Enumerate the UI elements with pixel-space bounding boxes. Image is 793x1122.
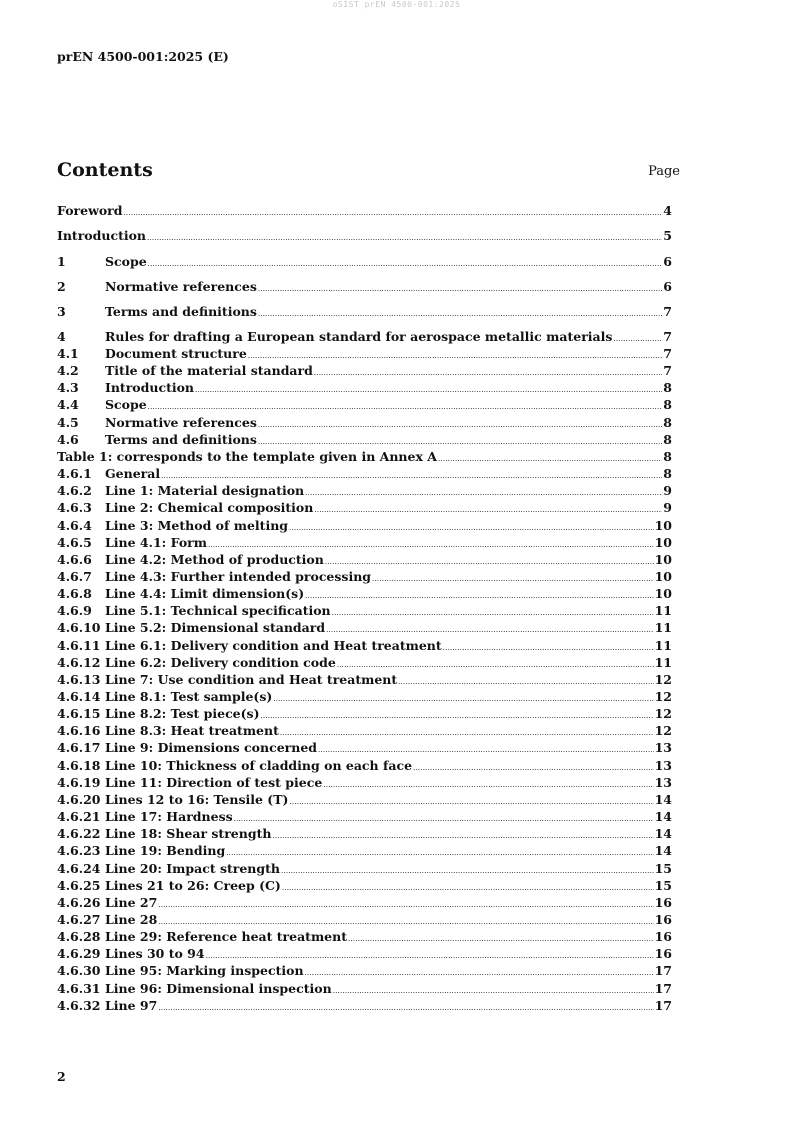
toc-entry-label: Line 9: Dimensions concerned <box>105 740 318 756</box>
toc-entry[interactable] <box>57 792 672 808</box>
toc-dot-leader <box>413 760 654 776</box>
toc-entry[interactable] <box>57 723 672 739</box>
toc-entry[interactable] <box>57 397 672 413</box>
toc-dot-leader <box>226 845 653 861</box>
toc-entry-label: Title of the material standard <box>105 363 313 379</box>
toc-entry[interactable] <box>57 878 672 894</box>
toc-dot-leader <box>443 640 654 656</box>
toc-entry-number: 2 <box>57 279 66 294</box>
toc-entry[interactable] <box>57 809 672 825</box>
toc-entry-label: Lines 30 to 94 <box>105 946 205 962</box>
toc-entry[interactable] <box>57 929 672 945</box>
toc-dot-leader <box>148 399 663 415</box>
toc-entry-number: 4.6.7 <box>57 568 92 584</box>
toc-entry[interactable] <box>57 552 672 568</box>
toc-entry-label: Line 97 <box>105 997 158 1013</box>
toc-entry-number: 4.6.28 <box>57 929 101 945</box>
toc-dot-leader <box>289 520 654 536</box>
toc-entry-number: 4.6.3 <box>57 500 92 516</box>
toc-entry[interactable] <box>57 775 672 791</box>
toc-entry-label: Line 5.2: Dimensional standard <box>105 620 326 636</box>
toc-entry-label: Line 6.1: Delivery condition and Heat treatment <box>105 637 442 653</box>
toc-entry-page: 14 <box>654 809 672 825</box>
toc-entry-page: 14 <box>654 791 672 807</box>
toc-dot-leader <box>289 794 653 810</box>
toc-entry-number: 4.6.15 <box>57 706 101 722</box>
toc-entry-number: 4.6.10 <box>57 620 101 636</box>
toc-entry-number: 4.6.16 <box>57 723 101 739</box>
document-identifier: prEN 4500-001:2025 (E) <box>57 49 229 64</box>
toc-entry-page: 8 <box>663 414 672 430</box>
toc-entry-page: 17 <box>654 980 672 996</box>
toc-dot-leader <box>158 897 653 913</box>
toc-entry-label: Terms and definitions <box>105 304 257 319</box>
toc-entry-label: Normative references <box>105 414 257 430</box>
toc-entry-label: Line 7: Use condition and Heat treatment <box>105 671 398 687</box>
toc-entry-page: 13 <box>654 740 672 756</box>
toc-entry-number: 4.6.27 <box>57 911 101 927</box>
toc-entry-number: 4.6.11 <box>57 637 101 653</box>
toc-entry-page: 10 <box>654 586 672 602</box>
toc-entry-label: Line 27 <box>105 894 158 910</box>
toc-entry-page: 8 <box>663 466 672 482</box>
toc-entry-page: 13 <box>654 774 672 790</box>
toc-dot-leader <box>280 725 654 741</box>
toc-entry-label: Line 29: Reference heat treatment <box>105 929 347 945</box>
toc-entry-page: 4 <box>663 203 672 218</box>
toc-entry-number: 4.6.29 <box>57 946 101 962</box>
watermark-text: oSIST prEN 4500-001:2025 <box>332 0 461 9</box>
toc-entry[interactable] <box>57 483 672 499</box>
toc-entry-number: 4.6.12 <box>57 654 101 670</box>
toc-dot-leader <box>326 622 654 638</box>
toc-dot-leader <box>337 657 654 673</box>
toc-entry-label: Scope <box>105 254 147 269</box>
toc-entry-page: 12 <box>654 671 672 687</box>
toc-entry-label: Line 4.3: Further intended processing <box>105 568 372 584</box>
toc-entry[interactable] <box>57 432 672 448</box>
toc-entry-page: 14 <box>654 826 672 842</box>
toc-entry-number: 4.6.22 <box>57 826 101 842</box>
toc-dot-leader <box>124 205 663 221</box>
toc-entry-label: Line 19: Bending <box>105 843 226 859</box>
toc-entry-page: 9 <box>663 500 672 516</box>
toc-entry[interactable] <box>57 981 672 997</box>
toc-entry-number: 4.4 <box>57 397 79 413</box>
toc-entry-label: Line 4.1: Form <box>105 534 207 550</box>
toc-entry-label: Foreword <box>57 203 123 218</box>
toc-dot-leader <box>438 451 662 467</box>
toc-entry-label: Line 10: Thickness of cladding on each face <box>105 757 413 773</box>
toc-entry-label: Line 96: Dimensional inspection <box>105 980 332 996</box>
toc-entry[interactable] <box>57 500 672 516</box>
toc-entry[interactable] <box>57 672 672 688</box>
toc-dot-leader <box>372 571 654 587</box>
toc-entry[interactable] <box>57 740 672 756</box>
toc-entry[interactable] <box>57 963 672 979</box>
toc-entry-number: 4.1 <box>57 346 79 361</box>
toc-entry-number: 4.6.17 <box>57 740 101 756</box>
toc-entry-number: 4.6.31 <box>57 980 101 996</box>
toc-entry-number: 4.6.1 <box>57 466 92 482</box>
toc-entry-number: 4.6.8 <box>57 586 92 602</box>
toc-entry[interactable] <box>57 758 672 774</box>
toc-entry[interactable] <box>57 895 672 911</box>
toc-entry[interactable] <box>57 946 672 962</box>
toc-entry-number: 4.6.32 <box>57 997 101 1013</box>
toc-entry-number: 4.6.25 <box>57 877 101 893</box>
toc-entry-number: 4.6.30 <box>57 963 101 979</box>
toc-dot-leader <box>305 588 653 604</box>
toc-dot-leader <box>158 1000 653 1016</box>
toc-entry-label: Terms and definitions <box>105 431 257 447</box>
toc-entry[interactable] <box>57 518 672 534</box>
toc-entry-number: 4.6.20 <box>57 791 101 807</box>
toc-entry-page: 7 <box>663 363 672 379</box>
toc-dot-leader <box>208 537 654 553</box>
toc-entry-number: 4.6.6 <box>57 551 92 567</box>
toc-entry-page: 12 <box>654 689 672 704</box>
toc-entry[interactable] <box>57 254 672 270</box>
toc-entry-label: Scope <box>105 397 147 413</box>
toc-dot-leader <box>318 742 654 758</box>
toc-entry-label: Line 4.4: Limit dimension(s) <box>105 586 305 602</box>
toc-entry-number: 4.6.5 <box>57 534 92 550</box>
toc-entry-label: Table 1: corresponds to the template given in Annex A <box>57 448 437 464</box>
toc-entry-label: Line 2: Chemical composition <box>105 500 314 516</box>
toc-entry-label: Line 95: Marking inspection <box>105 963 304 979</box>
toc-dot-leader <box>272 828 653 844</box>
toc-entry-page: 5 <box>663 228 672 243</box>
toc-entry[interactable] <box>57 912 672 928</box>
toc-entry-label: Line 3: Method of melting <box>105 517 289 533</box>
toc-dot-leader <box>281 863 654 879</box>
toc-dot-leader <box>258 306 662 322</box>
toc-dot-leader <box>158 914 653 930</box>
toc-dot-leader <box>148 256 663 272</box>
toc-entry-page: 11 <box>654 637 672 653</box>
toc-entry[interactable] <box>57 279 672 295</box>
toc-entry-page: 9 <box>663 483 672 499</box>
toc-entry[interactable] <box>57 363 672 379</box>
toc-entry-page: 11 <box>654 620 672 636</box>
toc-entry-page: 11 <box>654 603 672 619</box>
toc-dot-leader <box>333 983 654 999</box>
toc-entry-number: 4.6.19 <box>57 774 101 790</box>
toc-entry-number: 4 <box>57 329 66 344</box>
toc-dot-leader <box>147 230 662 246</box>
toc-entry[interactable] <box>57 620 672 636</box>
toc-entry-page: 7 <box>663 329 672 344</box>
toc-entry-number: 4.6.13 <box>57 671 101 687</box>
toc-entry-page: 7 <box>663 304 672 319</box>
toc-entry-label: Lines 12 to 16: Tensile (T) <box>105 791 289 807</box>
toc-dot-leader <box>273 691 653 707</box>
toc-entry[interactable] <box>57 329 672 345</box>
toc-entry-label: Introduction <box>57 228 147 243</box>
toc-dot-leader <box>305 485 662 501</box>
toc-entry-page: 8 <box>663 397 672 413</box>
toc-entry-label: Line 8.3: Heat treatment <box>105 723 279 739</box>
toc-entry-page: 17 <box>654 963 672 979</box>
toc-entry-label: Line 17: Hardness <box>105 809 233 825</box>
toc-entry[interactable] <box>57 466 672 482</box>
toc-dot-leader <box>348 931 654 947</box>
toc-entry-number: 4.6 <box>57 431 79 447</box>
toc-entry-page: 8 <box>663 448 672 464</box>
toc-entry[interactable] <box>57 998 672 1014</box>
toc-entry-page: 15 <box>654 860 672 876</box>
toc-dot-leader <box>258 434 662 450</box>
toc-dot-leader <box>314 365 662 381</box>
toc-entry-label: Lines 21 to 26: Creep (C) <box>105 877 281 893</box>
toc-entry-page: 12 <box>654 706 672 722</box>
toc-entry-page: 6 <box>663 279 672 294</box>
toc-dot-leader <box>613 331 662 347</box>
toc-entry-page: 14 <box>654 843 672 859</box>
toc-entry-page: 16 <box>654 894 672 910</box>
toc-entry-page: 7 <box>663 346 672 361</box>
toc-entry-label: Line 6.2: Delivery condition code <box>105 654 336 670</box>
toc-entry-label: Line 18: Shear strength <box>105 826 272 842</box>
toc-entry[interactable] <box>57 706 672 722</box>
toc-entry-number: 3 <box>57 304 66 319</box>
toc-dot-leader <box>305 965 654 981</box>
toc-entry[interactable] <box>57 228 672 244</box>
toc-entry[interactable] <box>57 826 672 842</box>
toc-entry-page: 11 <box>654 654 672 670</box>
toc-entry[interactable] <box>57 603 672 619</box>
toc-dot-leader <box>206 948 654 964</box>
toc-entry-page: 13 <box>654 757 672 773</box>
toc-entry-number: 4.5 <box>57 414 79 430</box>
toc-entry-number: 4.6.23 <box>57 843 101 859</box>
toc-entry-page: 16 <box>654 929 672 945</box>
toc-dot-leader <box>398 674 653 690</box>
toc-entry-page: 10 <box>654 551 672 567</box>
toc-entry-number: 4.3 <box>57 380 79 396</box>
toc-entry-page: 12 <box>654 723 672 739</box>
toc-entry-label: Line 28 <box>105 911 158 927</box>
toc-entry-number: 4.6.2 <box>57 483 92 499</box>
toc-entry[interactable] <box>57 586 672 602</box>
toc-dot-leader <box>323 777 653 793</box>
toc-entry-page: 8 <box>663 380 672 396</box>
toc-entry[interactable] <box>57 346 672 362</box>
page-number: 2 <box>57 1069 66 1084</box>
toc-entry-page: 10 <box>654 517 672 533</box>
page-column-label: Page <box>648 164 680 179</box>
toc-dot-leader <box>261 708 654 724</box>
toc-dot-leader <box>325 554 654 570</box>
toc-entry[interactable] <box>57 380 672 396</box>
toc-entry-label: Line 4.2: Method of production <box>105 551 324 567</box>
toc-dot-leader <box>258 281 662 297</box>
toc-entry-number: 4.6.4 <box>57 517 92 533</box>
toc-entry-label: Normative references <box>105 279 257 294</box>
toc-entry-page: 10 <box>654 534 672 550</box>
toc-dot-leader <box>248 348 663 364</box>
toc-entry-number: 4.6.18 <box>57 757 101 773</box>
toc-dot-leader <box>234 811 654 827</box>
toc-entry[interactable] <box>57 203 672 219</box>
toc-dot-leader <box>195 382 662 398</box>
toc-entry-page: 16 <box>654 946 672 962</box>
toc-entry-label: Line 11: Direction of test piece <box>105 774 323 790</box>
toc-entry-label: Introduction <box>105 380 195 396</box>
toc-entry-number: 4.6.9 <box>57 603 92 619</box>
toc-entry[interactable] <box>57 449 672 465</box>
toc-entry-number: 4.6.14 <box>57 689 101 704</box>
toc-entry-label: Document structure <box>105 346 247 361</box>
toc-entry-label: Rules for drafting a European standard for aerospace metallic materials <box>105 329 613 344</box>
toc-entry-label: Line 8.2: Test piece(s) <box>105 706 260 722</box>
toc-entry-label: Line 5.1: Technical specification <box>105 603 331 619</box>
toc-entry[interactable] <box>57 861 672 877</box>
toc-dot-leader <box>282 880 654 896</box>
toc-entry-page: 8 <box>663 431 672 447</box>
toc-entry-number: 4.6.21 <box>57 809 101 825</box>
toc-entry[interactable] <box>57 304 672 320</box>
toc-entry-label: Line 8.1: Test sample(s) <box>105 689 273 704</box>
toc-entry[interactable] <box>57 638 672 654</box>
toc-entry-label: Line 1: Material designation <box>105 483 305 499</box>
toc-entry[interactable] <box>57 415 672 431</box>
toc-entry-number: 4.6.24 <box>57 860 101 876</box>
toc-entry[interactable] <box>57 535 672 551</box>
toc-entry[interactable] <box>57 843 672 859</box>
toc-entry-page: 10 <box>654 568 672 584</box>
toc-entry-page: 15 <box>654 877 672 893</box>
toc-dot-leader <box>258 417 662 433</box>
toc-entry-page: 16 <box>654 911 672 927</box>
toc-entry-number: 1 <box>57 254 66 269</box>
toc-entry-label: Line 20: Impact strength <box>105 860 280 876</box>
toc-entry-page: 6 <box>663 254 672 269</box>
toc-dot-leader <box>314 502 662 518</box>
toc-entry[interactable] <box>57 655 672 671</box>
toc-entry-number: 4.2 <box>57 363 79 379</box>
toc-entry[interactable] <box>57 689 672 705</box>
toc-entry-page: 17 <box>654 997 672 1013</box>
contents-title: Contents <box>57 159 153 181</box>
toc-entry-number: 4.6.26 <box>57 894 101 910</box>
toc-entry[interactable] <box>57 569 672 585</box>
toc-dot-leader <box>332 605 654 621</box>
toc-dot-leader <box>161 468 662 484</box>
toc-entry-label: General <box>105 466 161 482</box>
